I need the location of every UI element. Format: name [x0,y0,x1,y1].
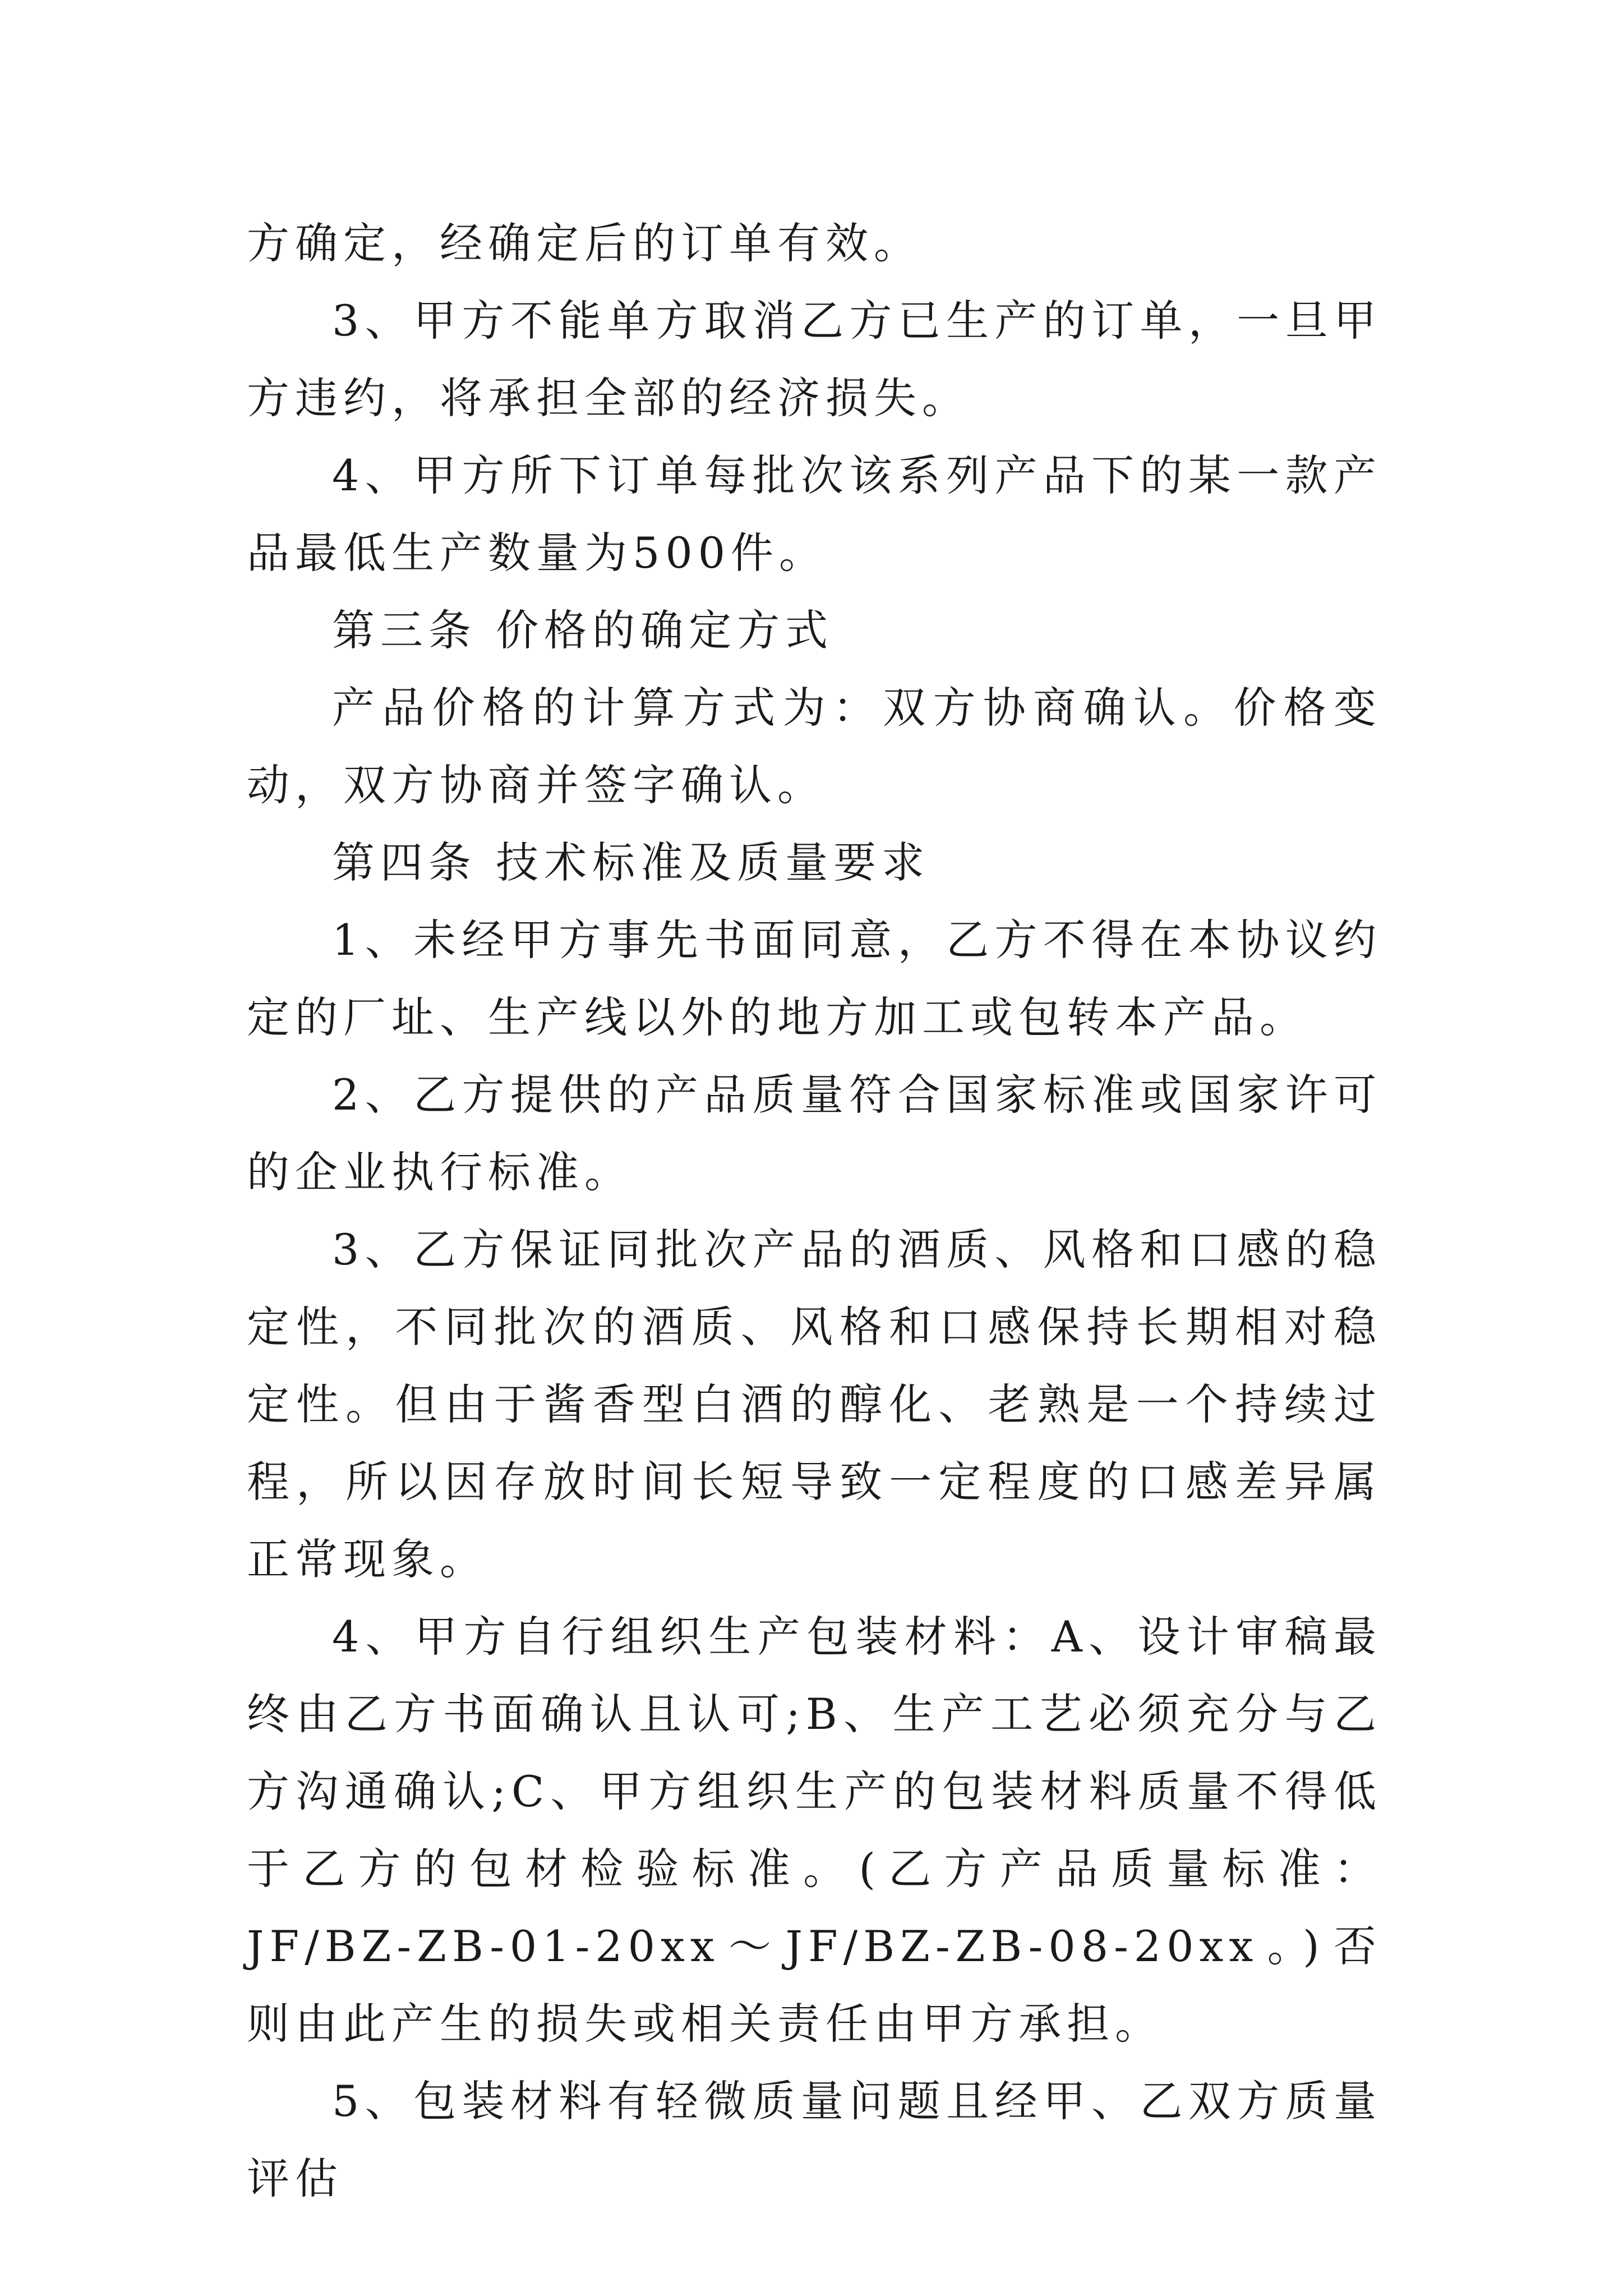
paragraph-2: 3、甲方不能单方取消乙方已生产的订单，一旦甲方违约，将承担全部的经济损失。 [247,296,1382,423]
section-heading-3: 第三条 价格的确定方式 [332,605,834,655]
section-heading-4: 第四条 技术标准及质量要求 [332,838,930,887]
paragraph-10: 4、甲方自行组织生产包装材料：A、设计审稿最终由乙方书面确认且认可;B、生产工艺必须充分与乙方沟通确认;C、甲方组织生产的包装材料质量不得低于乙方的包材检验标准。(乙方产品质量标准：JF/BZ-ZB-01-20xx～JF/BZ-ZB-08-20xx。)否则由此产生的损失或相关责任由甲方承担。 [247,1612,1382,2049]
paragraph-7: 1、未经甲方事先书面同意，乙方不得在本协议约定的厂址、生产线以外的地方加工或包转本产品。 [247,915,1382,1042]
paragraph-3: 4、甲方所下订单每批次该系列产品下的某一款产品最低生产数量为500件。 [247,450,1382,578]
paragraph-11: 5、包装材料有轻微质量问题且经甲、乙双方质量评估 [247,2076,1382,2203]
paragraph-8: 2、乙方提供的产品质量符合国家标准或国家许可的企业执行标准。 [247,1070,1382,1197]
paragraph-9: 3、乙方保证同批次产品的酒质、风格和口感的稳定性，不同批次的酒质、风格和口感保持长期相对稳定性。但由于酱香型白酒的醇化、老熟是一个持续过程，所以因存放时间长短导致一定程度的口感差异属正常现象。 [247,1225,1382,1584]
document-body [247,205,1382,2217]
paragraph-5: 产品价格的计算方式为：双方协商确认。价格变动，双方协商并签字确认。 [247,683,1382,810]
paragraph-1: 方确定，经确定后的订单有效。 [247,218,922,268]
